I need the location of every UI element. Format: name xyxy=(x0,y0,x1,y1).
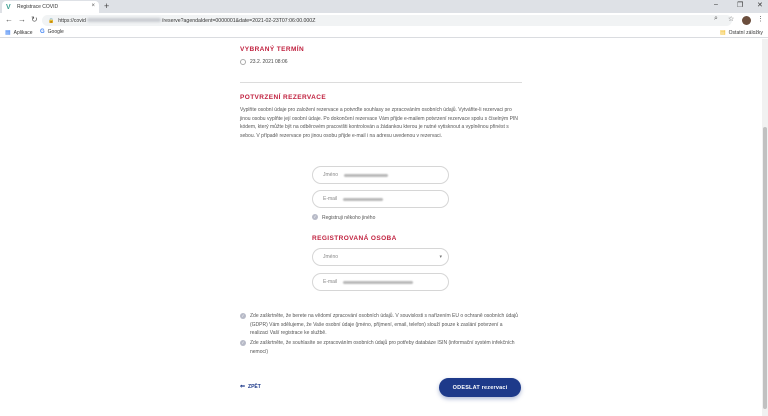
email-field[interactable]: E-mail xyxy=(312,190,449,208)
submit-button[interactable]: ODESLAT rezervaci xyxy=(439,378,521,397)
forward-arrow-icon[interactable]: → xyxy=(18,15,26,24)
consent-isin-checkbox[interactable] xyxy=(240,339,522,356)
selected-slot-title: VYBRANÝ TERMÍN xyxy=(240,46,305,53)
scrollbar-thumb[interactable] xyxy=(763,127,767,409)
browser-tab[interactable] xyxy=(2,1,99,13)
checkmark-icon[interactable]: ✓ xyxy=(241,340,245,345)
section-divider xyxy=(240,82,522,83)
consent-gdpr-checkbox[interactable] xyxy=(240,312,522,338)
browser-toolbar xyxy=(0,13,768,28)
redacted-value xyxy=(343,198,383,201)
bookmarks-bar xyxy=(0,28,768,38)
confirmation-title: POTVRZENÍ REZERVACE xyxy=(240,94,327,101)
tab-close-icon[interactable]: × xyxy=(91,3,95,9)
back-label: ZPĚT xyxy=(248,383,261,390)
page-content xyxy=(0,39,762,416)
bookmark-star-icon[interactable]: ☆ xyxy=(728,16,735,23)
apps-grid-icon: ▦ xyxy=(5,30,11,36)
checkmark-icon[interactable]: ✓ xyxy=(313,214,317,219)
reload-icon[interactable]: ↻ xyxy=(31,15,38,24)
register-other-checkbox[interactable] xyxy=(312,214,375,223)
back-arrow-icon: ⇐ xyxy=(240,384,246,390)
confirmation-text: Vyplňte osobní údaje pro založení rezervace a potvrďte souhlasy se zpracováním osobních údajů. Vytvářite-li rezervaci pro jinou osobu vyplňte její osobní údaje. Po dokončení rezervace Vám přijde e-mailem potvrzení rezervace spolu s číselným PIN kódem, který můžte být na odběrovém pracovišti kontrolován a žádankou kterou je nutné vytisknout a vyplněnou přinést s sebou. V případě rezervace pro jinou osobu přijde e-mail i na adresu uvedenou v rezervaci. xyxy=(240,107,518,140)
selected-slot-option[interactable] xyxy=(240,59,288,65)
page-scrollbar[interactable] xyxy=(762,39,768,416)
menu-dots-icon[interactable]: ⋮ xyxy=(757,16,764,23)
redacted-value xyxy=(344,174,388,177)
back-button[interactable] xyxy=(240,383,261,390)
register-other-label: Registruji někoho jiného xyxy=(322,215,376,221)
bookmark-other[interactable]: ▤ Ostatní záložky xyxy=(720,29,763,36)
address-bar[interactable] xyxy=(42,15,735,26)
name-field[interactable]: Jméno xyxy=(312,166,449,184)
chevron-down-icon: ▾ xyxy=(439,254,442,260)
registered-person-title: REGISTROVANÁ OSOBA xyxy=(312,235,397,242)
bookmark-google[interactable]: G Google xyxy=(40,29,64,35)
checkmark-icon[interactable]: ✓ xyxy=(241,313,245,318)
new-tab-icon[interactable]: + xyxy=(104,1,110,11)
redacted-value xyxy=(343,281,413,284)
minimize-icon[interactable]: – xyxy=(714,1,718,8)
back-arrow-icon[interactable]: ← xyxy=(5,15,13,24)
url-text: https://covid /reserve?agendaIdent=0000001&date=2021-02-23T07:06:00.000Z xyxy=(58,17,316,24)
person-email-field[interactable]: E-mail xyxy=(312,273,449,291)
consent-isin-text: Zde zaškrtněte, že souhlasíte se zpracováním osobních údajů pro potřeby databáze ISIN (informační systém infekčních nemocí) xyxy=(250,340,515,355)
google-icon: G xyxy=(40,29,45,35)
consent-gdpr-text: Zde zaškrtněte, že berete na vědomí zpracování osobních údajů. V souvislosti s nařízením EU o ochraně osobních údajů (GDPR) Vám sdělujeme, že Vaše osobní údaje (jméno, příjmení, email, telefon) slouží pouze k zaslání potvrzení a realizaci Vaší registrace ke službě. xyxy=(250,313,518,337)
selected-slot-date: 23.2. 2021 08:06 xyxy=(250,59,288,65)
profile-avatar[interactable] xyxy=(742,16,751,25)
person-name-select[interactable]: Jméno ▾ xyxy=(312,248,449,266)
lock-icon: 🔒 xyxy=(48,17,55,24)
redacted-url-segment xyxy=(87,18,161,22)
tab-title: Registrace COVID xyxy=(17,4,59,10)
window-close-icon[interactable]: ✕ xyxy=(757,2,763,9)
bookmark-apps[interactable]: ▦ Aplikace xyxy=(5,29,33,36)
zoom-search-icon[interactable]: ⌕ xyxy=(714,15,718,22)
browser-titlebar xyxy=(0,0,768,13)
maximize-icon[interactable]: ❐ xyxy=(737,2,744,9)
folder-icon: ▤ xyxy=(720,30,726,36)
site-favicon-icon: V xyxy=(6,3,11,11)
slot-radio[interactable] xyxy=(240,59,246,65)
